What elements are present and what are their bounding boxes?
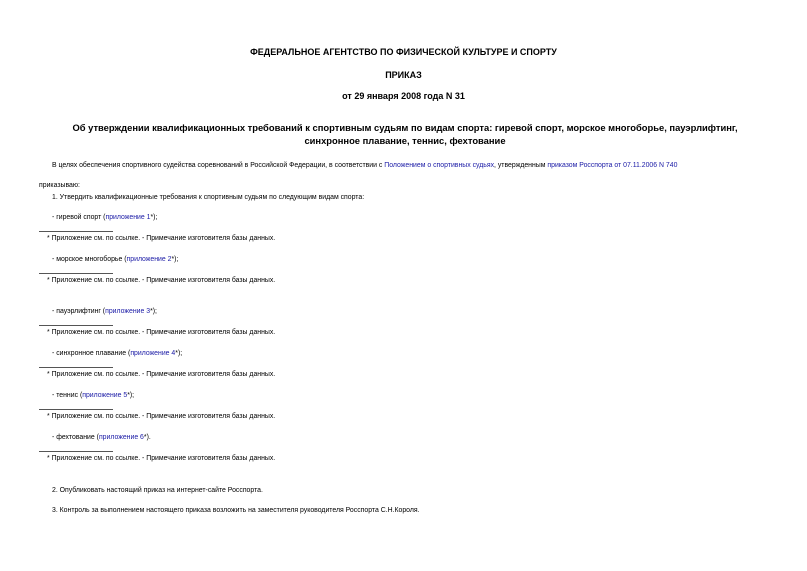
- item-1: 1. Утвердить квалификационные требования к спортивным судьям по следующим видам спорта:: [52, 194, 365, 201]
- document-subject: Об утверждении квалификационных требований к спортивным судьям по видам спорта: гиревой спорт, морское многоборье, пауэрлифтинг, синхронное плавание, теннис, фехтование: [72, 122, 738, 146]
- sport-item-4: - синхронное плавание (приложение 4*);: [52, 350, 183, 357]
- footnote-divider: [39, 409, 113, 410]
- preamble-text-2: , утвержденным: [494, 162, 548, 169]
- sport-item-6: - фехтование (приложение 6*).: [52, 434, 151, 441]
- footnote-divider: [39, 231, 113, 232]
- document-date-number: от 29 января 2008 года N 31: [342, 91, 465, 101]
- appendix-1-link[interactable]: приложение 1: [105, 214, 151, 221]
- preamble: [52, 162, 677, 169]
- item-2: 2. Опубликовать настоящий приказ на интернет-сайте Росспорта.: [52, 487, 263, 494]
- regulation-link[interactable]: Положением о спортивных судьях: [384, 162, 495, 169]
- footnote-divider: [39, 325, 113, 326]
- sport-item-3: - пауэрлифтинг (приложение 3*);: [52, 308, 157, 315]
- order-word: приказываю:: [39, 182, 80, 189]
- footnote-divider: [39, 451, 113, 452]
- appendix-5-link[interactable]: приложение 5: [82, 392, 128, 399]
- item-3: 3. Контроль за выполнением настоящего приказа возложить на заместителя руководителя Росспорта С.Н.Короля.: [52, 507, 420, 514]
- appendix-3-link[interactable]: приложение 3: [105, 308, 151, 315]
- appendix-2-link[interactable]: приложение 2: [126, 256, 172, 263]
- footnote: * Приложение см. по ссылке. - Примечание изготовителя базы данных.: [47, 277, 276, 284]
- sport-item-2: - морское многоборье (приложение 2*);: [52, 256, 179, 263]
- appendix-6-link[interactable]: приложение 6: [98, 434, 144, 441]
- footnote: * Приложение см. по ссылке. - Примечание изготовителя базы данных.: [47, 413, 276, 420]
- footnote: * Приложение см. по ссылке. - Примечание изготовителя базы данных.: [47, 329, 276, 336]
- document-type: ПРИКАЗ: [385, 70, 422, 80]
- sport-item-1: - гиревой спорт (приложение 1*);: [52, 214, 158, 221]
- appendix-4-link[interactable]: приложение 4: [130, 350, 176, 357]
- footnote-divider: [39, 367, 113, 368]
- footnote: * Приложение см. по ссылке. - Примечание изготовителя базы данных.: [47, 455, 276, 462]
- rossport-order-link[interactable]: приказом Росспорта от 07.11.2006 N 740: [547, 162, 678, 169]
- agency-title: ФЕДЕРАЛЬНОЕ АГЕНТСТВО ПО ФИЗИЧЕСКОЙ КУЛЬТУРЕ И СПОРТУ: [250, 47, 557, 57]
- footnote: * Приложение см. по ссылке. - Примечание изготовителя базы данных.: [47, 235, 276, 242]
- footnote-divider: [39, 273, 113, 274]
- preamble-text-1: В целях обеспечения спортивного судейства соревнований в Российской Федерации, в соответствии с: [52, 162, 385, 169]
- footnote: * Приложение см. по ссылке. - Примечание изготовителя базы данных.: [47, 371, 276, 378]
- sport-item-5: - теннис (приложение 5*);: [52, 392, 135, 399]
